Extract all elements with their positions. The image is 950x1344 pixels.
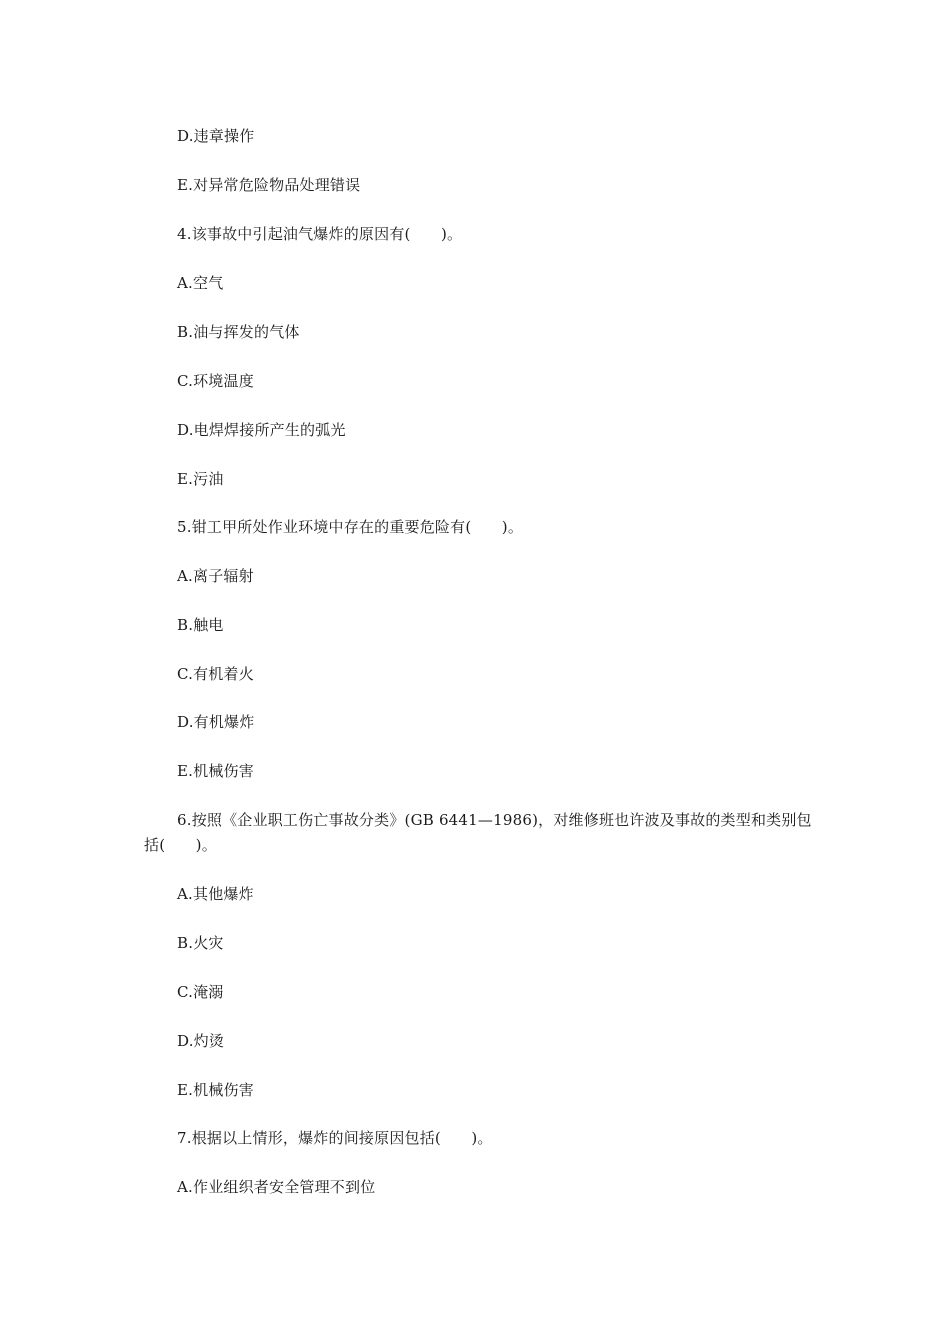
question-7: 7.根据以上情形，爆炸的间接原因包括( )。 [177, 1129, 493, 1147]
option-b-q6: B.火灾 [177, 934, 224, 952]
question-4: 4.该事故中引起油气爆炸的原因有( )。 [177, 225, 463, 243]
option-a-q6: A.其他爆炸 [177, 885, 254, 903]
option-e-q4: E.污油 [177, 470, 224, 488]
option-b-q5: B.触电 [177, 616, 224, 634]
option-c-q4: C.环境温度 [177, 372, 254, 390]
option-d-q4: D.电焊焊接所产生的弧光 [177, 421, 346, 439]
option-c-q6: C.淹溺 [177, 983, 224, 1001]
option-c-q5: C.有机着火 [177, 665, 254, 683]
option-b-q4: B.油与挥发的气体 [177, 323, 300, 341]
option-a-q4: A.空气 [177, 274, 224, 292]
option-d-q3: D.违章操作 [177, 127, 255, 145]
option-a-q5: A.离子辐射 [177, 567, 254, 585]
option-d-q6: D.灼烫 [177, 1032, 225, 1050]
option-a-q7: A.作业组织者安全管理不到位 [177, 1178, 376, 1196]
option-e-q3: E.对异常危险物品处理错误 [177, 176, 361, 194]
option-e-q5: E.机械伤害 [177, 762, 254, 780]
option-d-q5: D.有机爆炸 [177, 713, 255, 731]
question-5: 5.钳工甲所处作业环境中存在的重要危险有( )。 [177, 518, 524, 536]
option-e-q6: E.机械伤害 [177, 1081, 254, 1099]
question-6: 6.按照《企业职工伤亡事故分类》(GB 6441—1986)，对维修班也许波及事故的类型和类别包括( )。 [144, 811, 812, 854]
